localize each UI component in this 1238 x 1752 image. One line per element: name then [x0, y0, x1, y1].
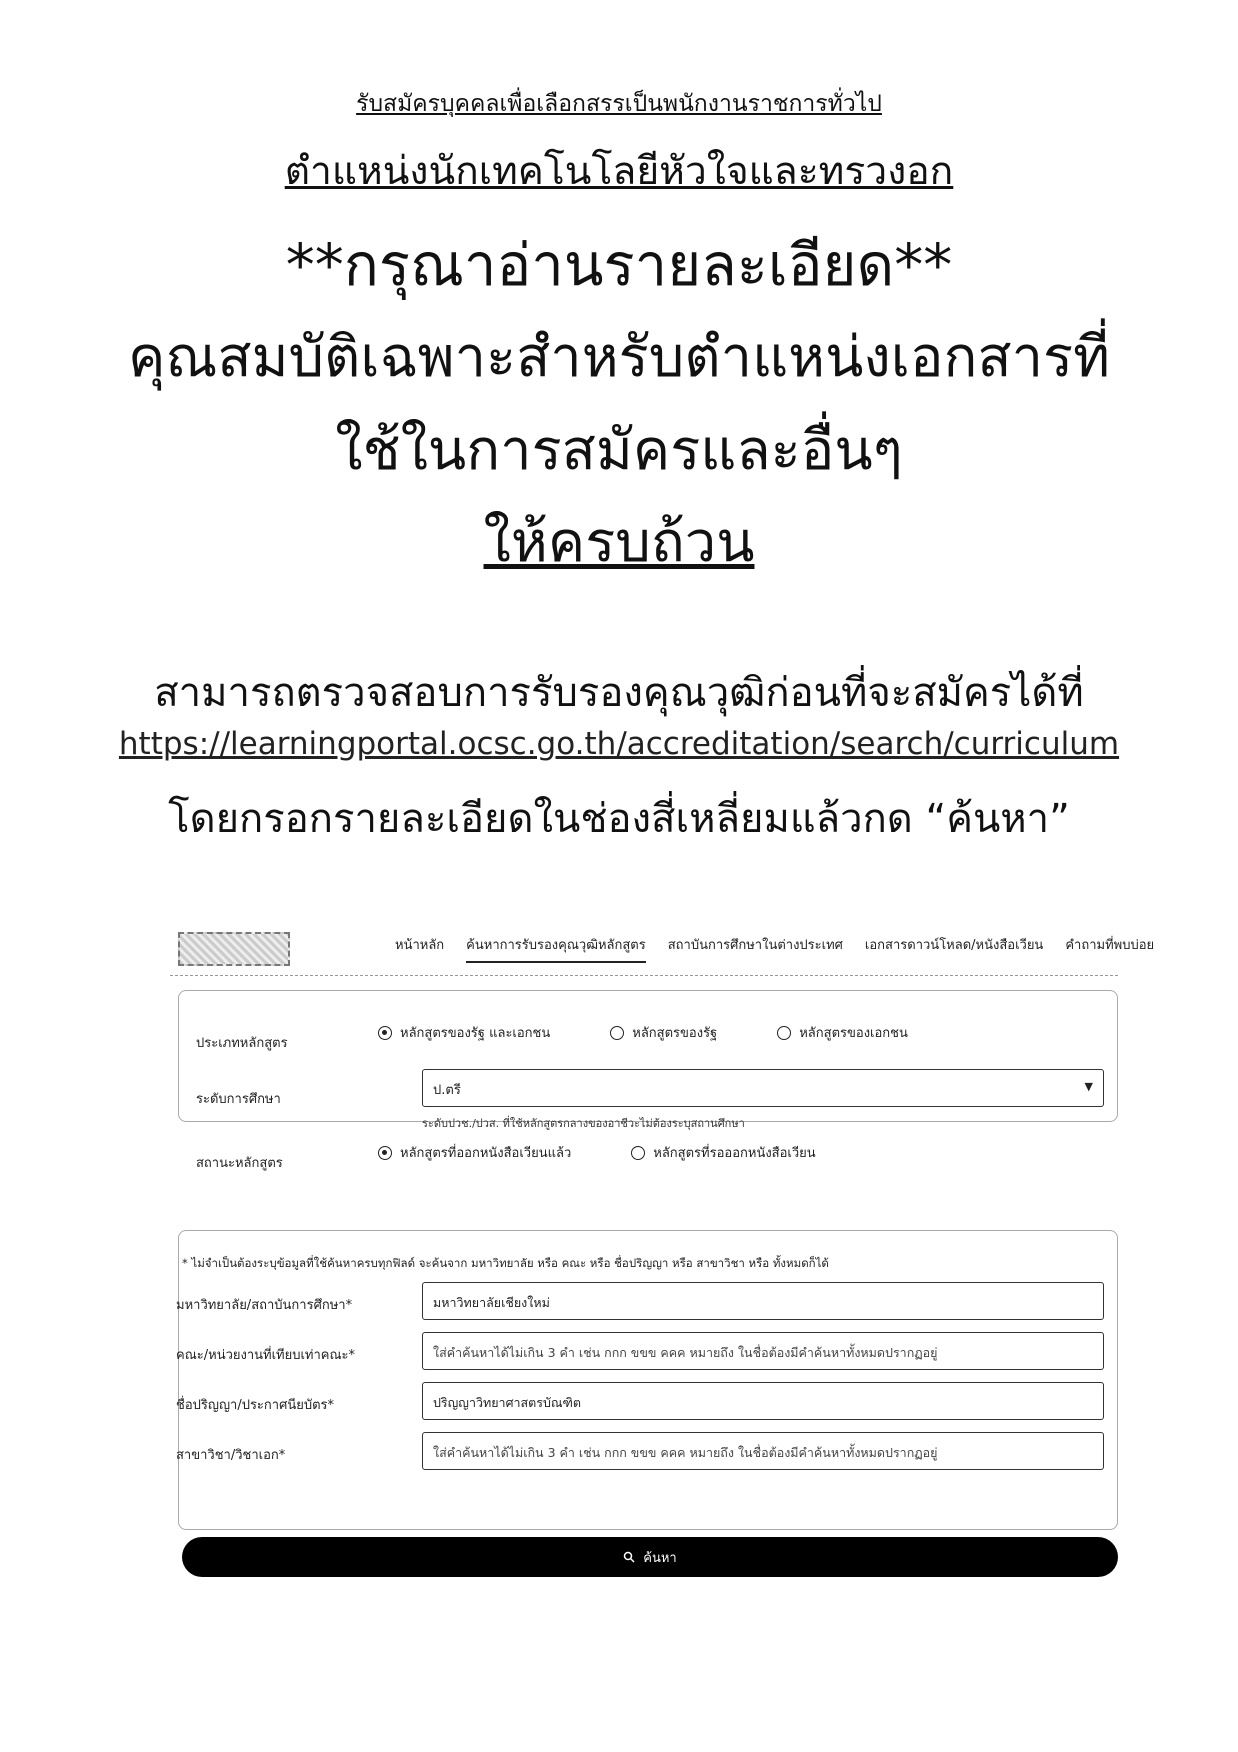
major-input[interactable]: ใส่คำค้นหาได้ไม่เกิน 3 คำ เช่น กกก ขขข คคค หมายถึง ในชื่อต้องมีคำค้นหาทั้งหมดปรากฏอยู่ — [422, 1432, 1104, 1470]
university-label: มหาวิทยาลัย/สถาบันการศึกษา* — [176, 1298, 353, 1313]
degree-input[interactable]: ปริญญาวิทยาศาสตรบัณฑิต — [422, 1382, 1104, 1420]
site-nav — [395, 934, 1154, 963]
course-type-radio-group — [378, 1022, 908, 1043]
instruction-text: โดยกรอกรายละเอียดในช่องสี่เหลี่ยมแล้วกด “ค้นหา” — [168, 796, 1070, 842]
qualification-line-2: ใช้ในการสมัครและอื่นๆ — [335, 418, 903, 483]
radio-unchecked-icon — [631, 1146, 645, 1160]
nav-faq[interactable]: คำถามที่พบบ่อย — [1065, 938, 1155, 953]
search-button[interactable]: ค้นหา — [182, 1537, 1118, 1577]
radio-checked-icon — [378, 1026, 392, 1040]
course-status-radio-group — [378, 1142, 816, 1163]
search-fields-panel — [178, 1230, 1118, 1530]
radio-status-issued[interactable]: หลักสูตรที่ออกหนังสือเวียนแล้ว — [378, 1142, 571, 1163]
nav-foreign-institutions[interactable]: สถาบันการศึกษาในต่างประเทศ — [667, 938, 843, 953]
radio-public-private[interactable]: หลักสูตรของรัฐ และเอกชน — [378, 1022, 550, 1043]
nav-divider — [170, 975, 1118, 976]
site-logo — [178, 932, 290, 966]
accreditation-url[interactable]: https://learningportal.ocsc.go.th/accreditation/search/curriculum — [118, 726, 1120, 762]
check-text: สามารถตรวจสอบการรับรองคุณวุฒิก่อนที่จะสมัครได้ที่ — [154, 670, 1084, 716]
faculty-input[interactable]: ใส่คำค้นหาได้ไม่เกิน 3 คำ เช่น กกก ขขข คคค หมายถึง ในชื่อต้องมีคำค้นหาทั้งหมดปรากฏอยู่ — [422, 1332, 1104, 1370]
degree-label: ชื่อปริญญา/ประกาศนียบัตร* — [176, 1398, 335, 1413]
nav-search-accreditation[interactable]: ค้นหาการรับรองคุณวุฒิหลักสูตร — [466, 934, 646, 963]
faculty-label: คณะ/หน่วยงานที่เทียบเท่าคณะ* — [176, 1348, 356, 1363]
position-title: ตำแหน่งนักเทคโนโลยีหัวใจและทรวงอก — [284, 149, 954, 194]
major-label: สาขาวิชา/วิชาเอก* — [176, 1448, 286, 1463]
complete-notice: ให้ครบถ้วน — [483, 510, 755, 575]
document-subtitle: รับสมัครบุคคลเพื่อเลือกสรรเป็นพนักงานราชการทั่วไป — [356, 91, 882, 117]
education-level-select[interactable]: ป.ตรี ▼ — [422, 1069, 1104, 1107]
course-status-label: สถานะหลักสูตร — [196, 1156, 283, 1171]
radio-status-pending[interactable]: หลักสูตรที่รอออกหนังสือเวียน — [631, 1142, 815, 1163]
website-screenshot — [170, 920, 1155, 1590]
course-type-label: ประเภทหลักสูตร — [196, 1036, 288, 1051]
qualification-line-1: คุณสมบัติเฉพาะสำหรับตำแหน่งเอกสารที่ — [127, 325, 1111, 390]
nav-downloads[interactable]: เอกสารดาวน์โหลด/หนังสือเวียน — [864, 938, 1044, 953]
nav-home[interactable]: หน้าหลัก — [395, 938, 445, 953]
chevron-down-icon: ▼ — [1084, 1080, 1093, 1093]
search-note: * ไม่จำเป็นต้องระบุข้อมูลที่ใช้ค้นหาครบทุกฟิลด์ จะค้นจาก มหาวิทยาลัย หรือ คณะ หรือ ชื่อปริญญา หรือ สาขาวิชา หรือ ทั้งหมดก็ได้ — [182, 1256, 829, 1270]
radio-unchecked-icon — [610, 1026, 624, 1040]
education-level-hint: ระดับปวช./ปวส. ที่ใช้หลักสูตรกลางของอาชีวะไม่ต้องระบุสถานศึกษา — [422, 1117, 745, 1130]
radio-public[interactable]: หลักสูตรของรัฐ — [610, 1022, 717, 1043]
radio-unchecked-icon — [777, 1026, 791, 1040]
education-level-label: ระดับการศึกษา — [196, 1092, 281, 1107]
read-notice: **กรุณาอ่านรายละเอียด** — [285, 231, 953, 299]
search-icon — [623, 1551, 635, 1563]
radio-private[interactable]: หลักสูตรของเอกชน — [777, 1022, 908, 1043]
university-input[interactable]: มหาวิทยาลัยเชียงใหม่ — [422, 1282, 1104, 1320]
radio-checked-icon — [378, 1146, 392, 1160]
